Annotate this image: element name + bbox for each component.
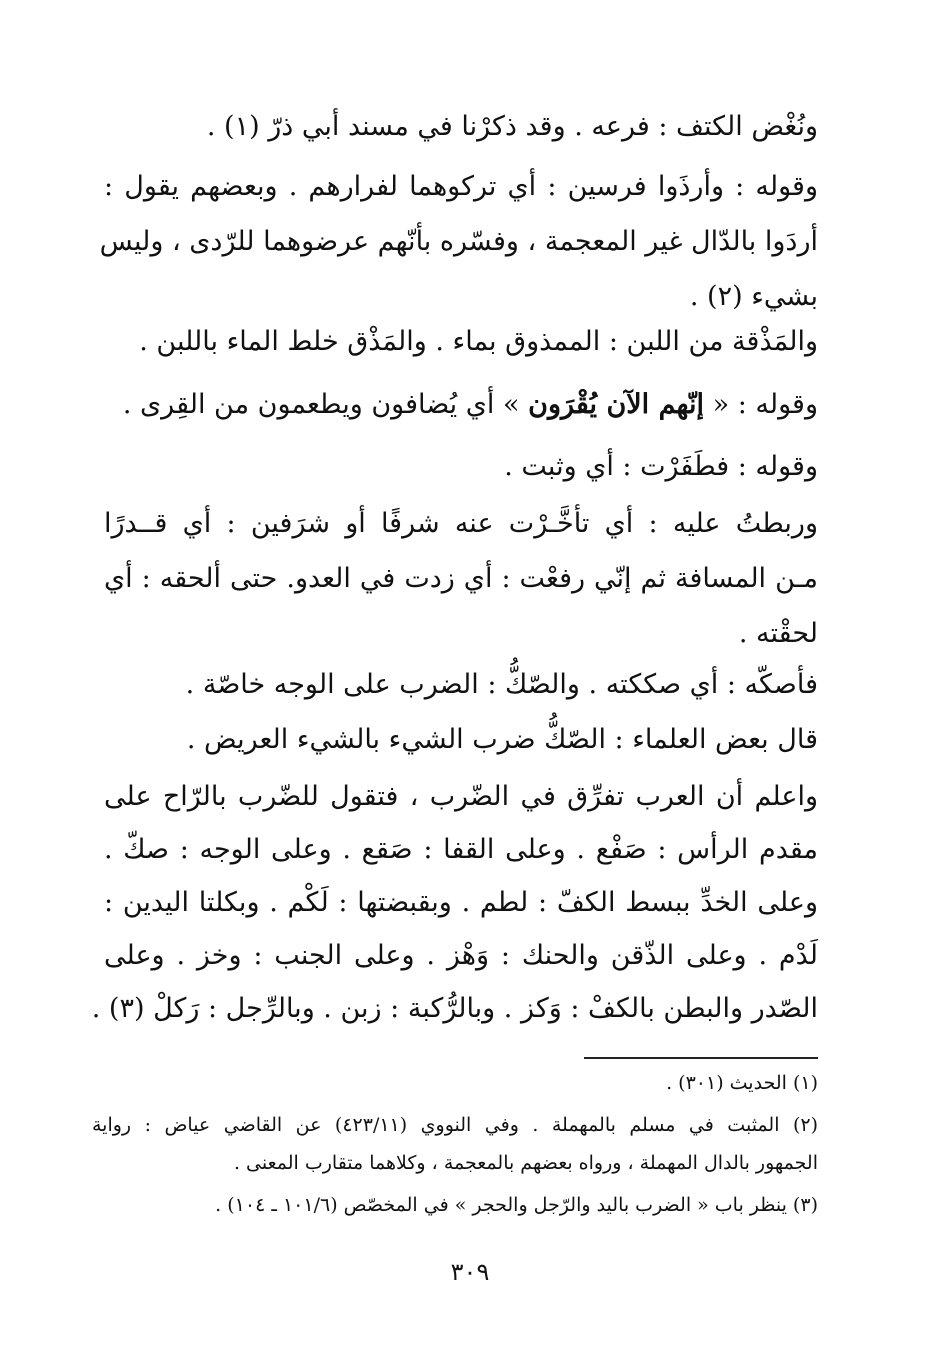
body-line-7: وقوله : فطَفَرْت : أي وثبت . bbox=[504, 451, 818, 482]
body-line-5: والمَذْقة من اللبن : الممذوق بماء . والمَذْق خلط الماء باللبن . bbox=[139, 326, 818, 357]
quote-gloss: أي يُضافون ويطعمون من القِرى . bbox=[122, 389, 495, 420]
quote-suffix: » bbox=[502, 389, 520, 420]
body-line-9: مـن المسافة ثم إنّي رفعْت : أي زدت في العدو. حتى ألحقه : أي bbox=[104, 563, 818, 594]
quote-prefix: وقوله : « bbox=[712, 389, 818, 420]
quote-bold-text: إنّهم الآن يُقْرَون bbox=[528, 389, 705, 420]
page-number: ٣٠٩ bbox=[450, 1258, 490, 1286]
body-line-4: بشيء (٢) . bbox=[689, 281, 818, 312]
footnote-1: (١) الحديث (٣٠١) . bbox=[666, 1072, 818, 1094]
body-line-14: مقدم الرأس : صَفْع . وعلى القفا : صَقع . وعلى الوجه : صكّ . bbox=[104, 834, 818, 865]
footnote-2: (٢) المثبت في مسلم بالمهملة . وفي النووي (٤٢٣/١١) عن القاضي عياض : رواية bbox=[92, 1114, 818, 1136]
body-line-15: وعلى الخدِّ ببسط الكفّ : لطم . وبقبضتها : لَكْم . وبكلتا اليدين : bbox=[104, 887, 818, 918]
body-line-8: وربطتُ عليه : أي تأخَّـرْت عنه شرفًا أو شرَفين : أي قــدرًا bbox=[104, 508, 818, 539]
body-line-16: لَدْم . وعلى الذّقن والحنك : وَهْز . وعلى الجنب : وخز . وعلى bbox=[104, 940, 818, 971]
body-line-1: ونُغْض الكتف : فرعه . وقد ذكرْنا في مسند أبي ذرّ (١) . bbox=[206, 111, 818, 142]
body-line-10: لحقْته . bbox=[738, 618, 818, 649]
body-line-12: قال بعض العلماء : الصّكُّ ضرب الشيء بالشيء العريض . bbox=[186, 724, 818, 755]
body-line-2: وقوله : وأرذَوا فرسين : أي تركوهما لفرارهم . وبعضهم يقول : bbox=[104, 171, 818, 202]
body-line-11: فأصكّه : أي صككته . والصّكُّ : الضرب على الوجه خاصّة . bbox=[185, 669, 818, 700]
footnote-3: (٣) ينظر باب « الضرب باليد والرّجل والحجر » في المخصّص (١٠١/٦ ـ ١٠٤) . bbox=[215, 1194, 818, 1216]
footnote-separator bbox=[584, 1057, 818, 1059]
quote-line bbox=[104, 385, 818, 425]
footnote-2-cont: الجمهور بالدال المهملة ، ورواه بعضهم بالمعجمة ، وكلاهما متقارب المعنى . bbox=[233, 1152, 818, 1174]
body-line-3: أردَوا بالدّال غير المعجمة ، وفسّره بأنّهم عرضوهما للرّدى ، وليس bbox=[99, 226, 818, 257]
body-line-13: واعلم أن العرب تفرِّق في الضّرب ، فتقول للضّرب بالرّاح على bbox=[104, 781, 818, 812]
body-line-17: الصّدر والبطن بالكفْ : وَكز . وبالرُّكبة : زبن . وبالرِّجل : رَكلْ (٣) . bbox=[91, 993, 818, 1024]
